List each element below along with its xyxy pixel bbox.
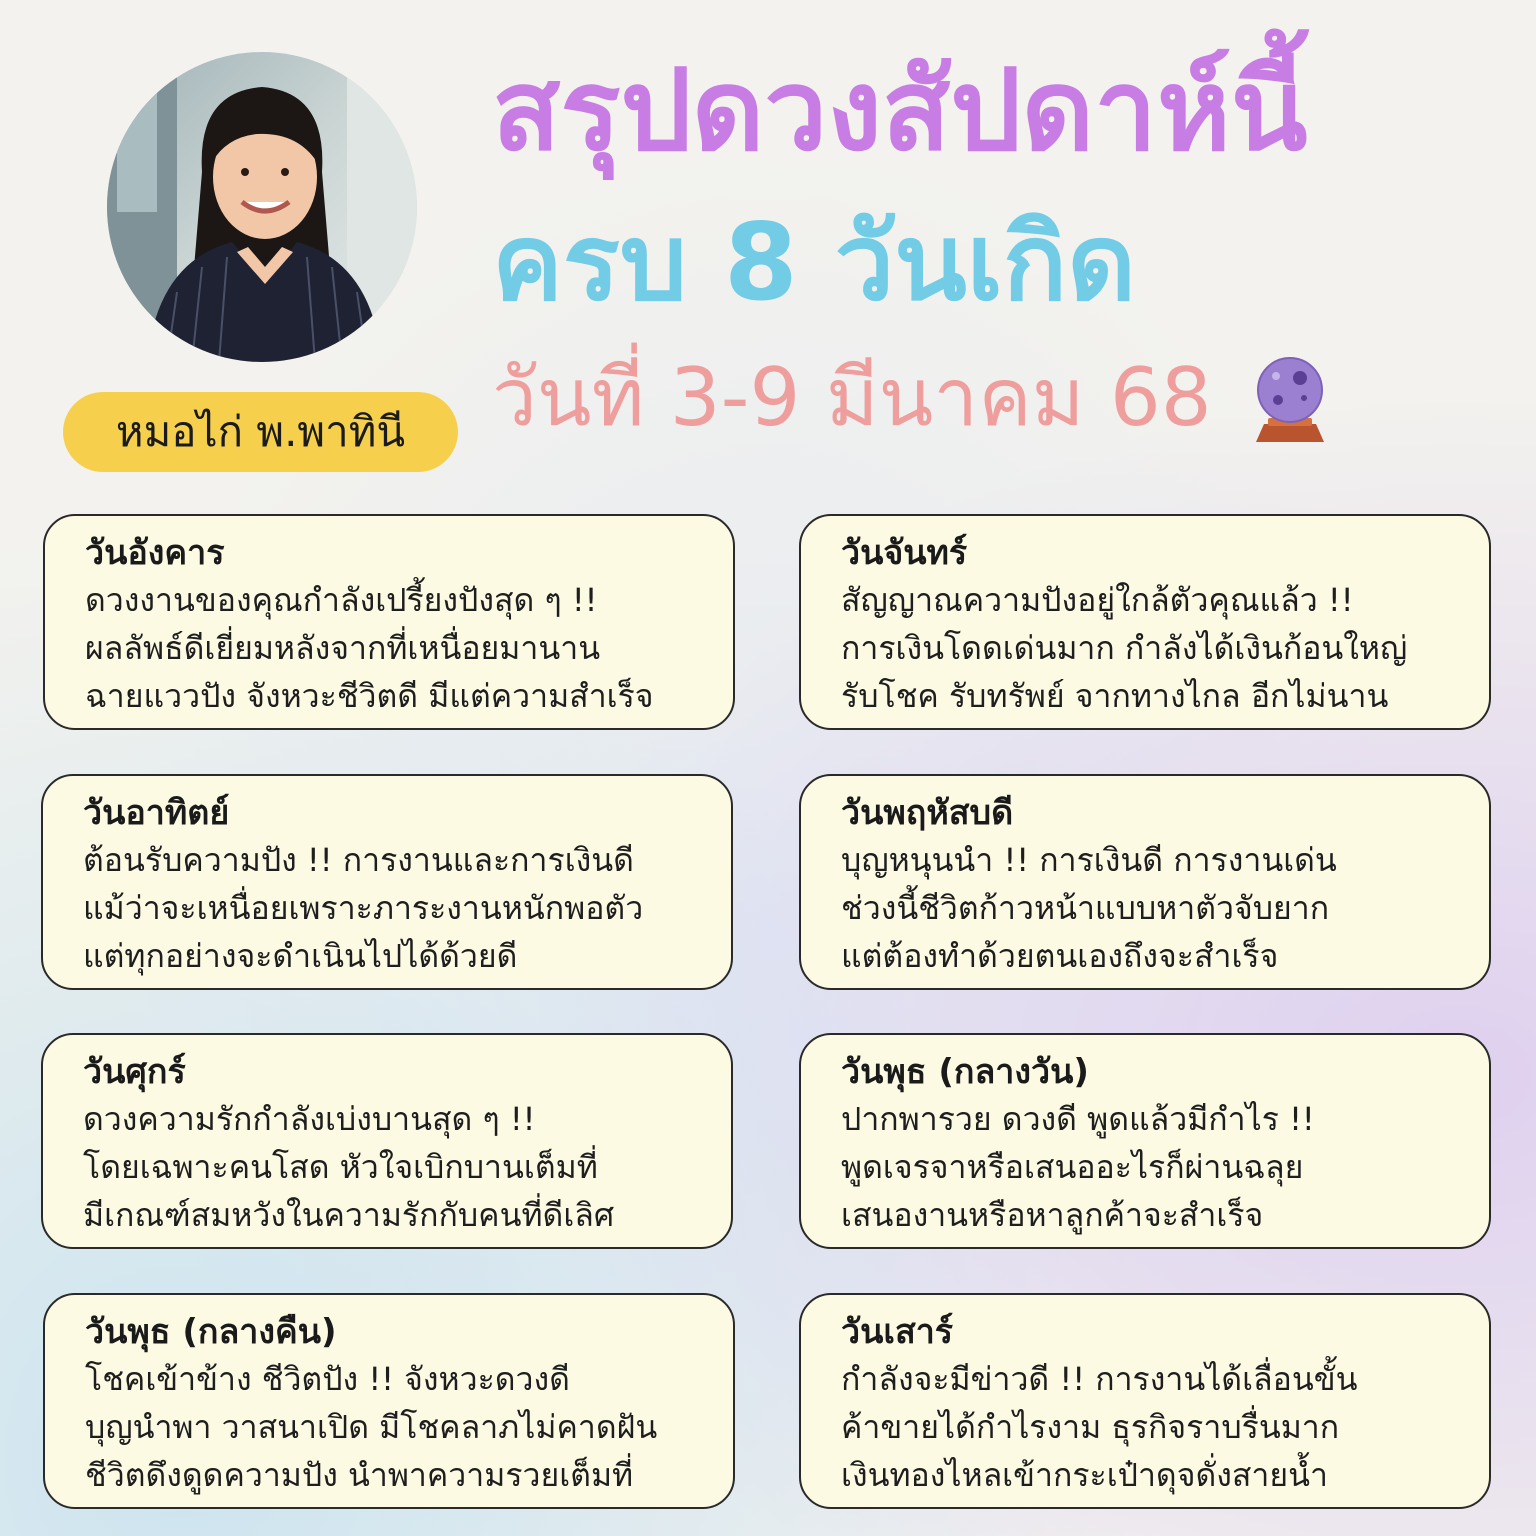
card-line: ช่วงนี้ชีวิตก้าวหน้าแบบหาตัวจับยาก	[841, 889, 1330, 927]
card-line: กำลังจะมีข่าวดี !! การงานได้เลื่อนขั้น	[841, 1360, 1358, 1398]
horoscope-card-monday	[799, 514, 1491, 730]
card-line: ดวงความรักกำลังเบ่งบานสุด ๆ !!	[83, 1100, 536, 1138]
card-line: ต้อนรับความปัง !! การงานและการเงินดี	[83, 841, 634, 879]
horoscope-card-saturday	[799, 1293, 1491, 1509]
date-range	[492, 352, 1336, 444]
card-line: บุญนำพา วาสนาเปิด มีโชคลาภไม่คาดฝัน	[85, 1408, 658, 1446]
card-line: ปากพารวย ดวงดี พูดแล้วมีกำไร !!	[841, 1100, 1315, 1138]
card-day: วันพุธ (กลางวัน)	[841, 1052, 1089, 1092]
card-line: มีเกณฑ์สมหวังในความรักกับคนที่ดีเลิศ	[83, 1196, 615, 1234]
card-line: เสนองานหรือหาลูกค้าจะสำเร็จ	[841, 1196, 1264, 1234]
card-line: ดวงงานของคุณกำลังเปรี้ยงปังสุด ๆ !!	[85, 581, 598, 619]
card-day: วันอาทิตย์	[83, 793, 230, 833]
card-day: วันพุธ (กลางคืน)	[85, 1312, 337, 1352]
card-line: ค้าขายได้กำไรงาม ธุรกิจราบรื่นมาก	[841, 1408, 1340, 1446]
card-line: ผลลัพธ์ดีเยี่ยมหลังจากที่เหนื่อยมานาน	[85, 629, 601, 667]
card-day: วันเสาร์	[841, 1312, 954, 1352]
card-line: แต่ทุกอย่างจะดำเนินไปได้ด้วยดี	[83, 937, 518, 975]
card-line: การเงินโดดเด่นมาก กำลังได้เงินก้อนใหญ่	[841, 629, 1408, 667]
horoscope-card-thursday	[799, 774, 1491, 990]
author-name-badge	[63, 392, 458, 472]
crystal-ball-icon	[1244, 352, 1336, 444]
card-line: โชคเข้าข้าง ชีวิตปัง !! จังหวะดวงดี	[85, 1360, 570, 1398]
horoscope-card-wednesday-day	[799, 1033, 1491, 1249]
card-line: แม้ว่าจะเหนื่อยเพราะภาระงานหนักพอตัว	[83, 889, 644, 927]
card-line: โดยเฉพาะคนโสด หัวใจเบิกบานเต็มที่	[83, 1148, 598, 1186]
horoscope-card-friday	[41, 1033, 733, 1249]
card-day: วันอังคาร	[85, 533, 225, 573]
horoscope-card-sunday	[41, 774, 733, 990]
card-line: ชีวิตดึงดูดความปัง นำพาความรวยเต็มที่	[85, 1456, 634, 1494]
author-name: หมอไก่ พ.พาทินี	[115, 407, 406, 456]
page-title: สรุปดวงสัปดาห์นี้	[492, 46, 1308, 176]
page-subtitle: ครบ 8 วันเกิด	[492, 201, 1136, 324]
card-day: วันจันทร์	[841, 533, 968, 573]
card-line: สัญญาณความปังอยู่ใกล้ตัวคุณแล้ว !!	[841, 581, 1354, 619]
card-day: วันพฤหัสบดี	[841, 793, 1014, 833]
date-range-text: วันที่ 3-9 มีนาคม 68	[492, 351, 1212, 444]
card-line: พูดเจรจาหรือเสนออะไรก็ผ่านฉลุย	[841, 1148, 1304, 1186]
card-line: แต่ต้องทำด้วยตนเองถึงจะสำเร็จ	[841, 937, 1279, 975]
horoscope-card-tuesday	[43, 514, 735, 730]
card-line: ฉายแววปัง จังหวะชีวิตดี มีแต่ความสำเร็จ	[85, 677, 654, 715]
card-line: รับโชค รับทรัพย์ จากทางไกล อีกไม่นาน	[841, 677, 1389, 715]
card-line: เงินทองไหลเข้ากระเป๋าดุจดั่งสายน้ำ	[841, 1456, 1328, 1494]
horoscope-card-wednesday-night	[43, 1293, 735, 1509]
author-photo	[107, 52, 417, 362]
card-line: บุญหนุนนำ !! การเงินดี การงานเด่น	[841, 841, 1337, 879]
card-day: วันศุกร์	[83, 1052, 186, 1092]
